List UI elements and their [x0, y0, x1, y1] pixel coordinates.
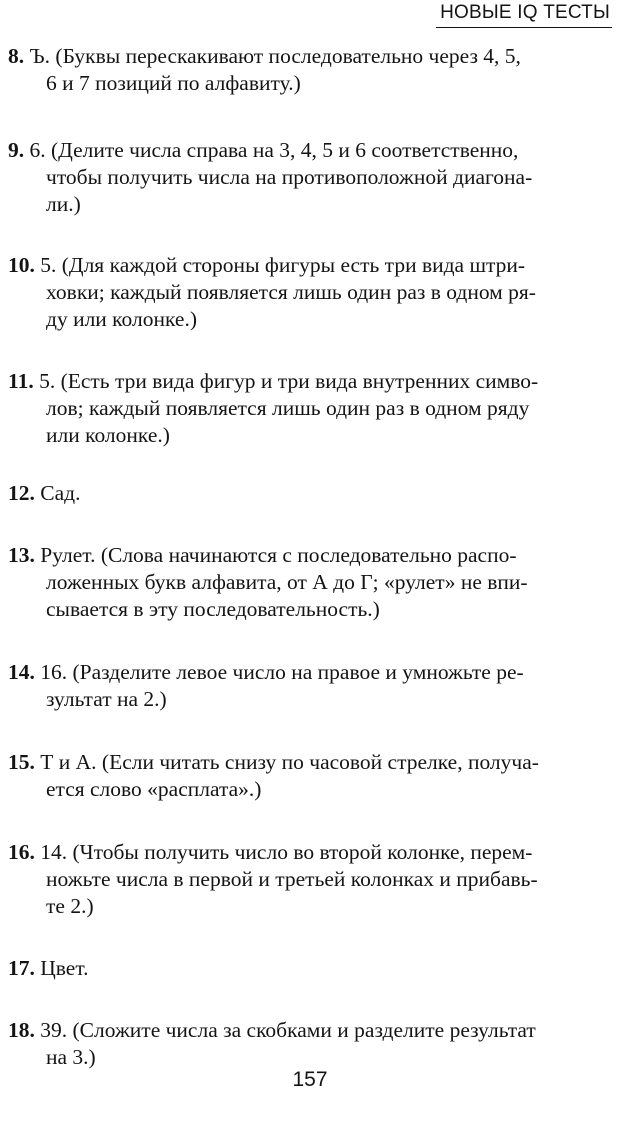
answer-item	[8, 252, 610, 333]
answer-continuation-line: ховки; каждый появляется лишь один раз в одном ря-	[46, 280, 536, 304]
answer-number: 15.	[8, 750, 35, 774]
answer-continuation-line: зультат на 2.)	[46, 687, 167, 711]
header-rule	[436, 27, 612, 28]
page-number: 157	[292, 1068, 328, 1091]
answer-item	[8, 542, 610, 623]
answer-text: Рулет. (Слова начинаются с последовательно распо-	[40, 543, 517, 567]
answer-text: 5. (Для каждой стороны фигуры есть три вида штри-	[40, 253, 526, 277]
answer-first-line	[8, 956, 89, 980]
answer-continuation-line: ложенных букв алфавита, от А до Г; «рулет» не впи-	[46, 570, 528, 594]
answer-number: 12.	[8, 481, 35, 505]
answer-continuation-line: сывается в эту последовательность.)	[46, 597, 380, 621]
answer-item	[8, 368, 610, 449]
answer-number: 9.	[8, 138, 25, 162]
answer-continuation-line: ножьте числа в первой и третьей колонках и прибавь-	[46, 867, 538, 891]
answer-number: 13.	[8, 543, 35, 567]
answer-text: 16. (Разделите левое число на правое и умножьте ре-	[40, 660, 524, 684]
answer-continuation-line: чтобы получить числа на противоположной диагона-	[46, 165, 533, 189]
answer-first-line	[8, 253, 525, 277]
answer-text: 39. (Сложите числа за скобками и разделите результат	[40, 1018, 536, 1042]
answer-continuation-line: на 3.)	[46, 1045, 96, 1069]
answer-number: 14.	[8, 660, 35, 684]
answer-continuation-line: ется слово «расплата».)	[46, 777, 262, 801]
answer-text: 6. (Делите числа справа на 3, 4, 5 и 6 соответственно,	[29, 138, 519, 162]
answer-first-line	[8, 660, 524, 684]
answer-item	[8, 955, 610, 982]
answer-first-line	[8, 44, 521, 68]
answer-number: 8.	[8, 44, 25, 68]
answer-continuation-line: или колонке.)	[46, 423, 170, 447]
answer-text: Т и А. (Если читать снизу по часовой стрелке, получа-	[40, 750, 539, 774]
answer-text: Ъ. (Буквы перескакивают последовательно через 4, 5,	[29, 44, 521, 68]
answer-first-line	[8, 750, 539, 774]
answer-continuation-line: те 2.)	[46, 894, 94, 918]
answer-continuation-line: ли.)	[46, 192, 81, 216]
answer-continuation-line: ду или колонке.)	[46, 307, 197, 331]
answer-number: 10.	[8, 253, 35, 277]
answer-continuation-line: лов; каждый появляется лишь один раз в одном ряду	[46, 396, 530, 420]
answer-first-line	[8, 138, 518, 162]
answer-text: 5. (Есть три вида фигур и три вида внутренних симво-	[39, 369, 539, 393]
answer-item	[8, 43, 610, 97]
answer-first-line	[8, 1018, 536, 1042]
answer-continuation-line: 6 и 7 позиций по алфавиту.)	[46, 71, 301, 95]
answer-number: 18.	[8, 1018, 35, 1042]
answer-item	[8, 659, 610, 713]
answer-text: Цвет.	[40, 956, 89, 980]
answer-first-line	[8, 543, 517, 567]
answer-item	[8, 839, 610, 920]
answer-first-line	[8, 840, 532, 864]
answer-item	[8, 137, 610, 218]
answer-item	[8, 749, 610, 803]
answer-first-line	[8, 481, 80, 505]
answer-item	[8, 1017, 610, 1071]
answer-number: 11.	[8, 369, 34, 393]
answer-number: 17.	[8, 956, 35, 980]
answer-first-line	[8, 369, 538, 393]
answer-text: Сад.	[40, 481, 81, 505]
answer-item	[8, 480, 610, 507]
answer-text: 14. (Чтобы получить число во второй колонке, перем-	[40, 840, 533, 864]
running-header: НОВЫЕ IQ ТЕСТЫ	[440, 2, 610, 23]
answer-number: 16.	[8, 840, 35, 864]
